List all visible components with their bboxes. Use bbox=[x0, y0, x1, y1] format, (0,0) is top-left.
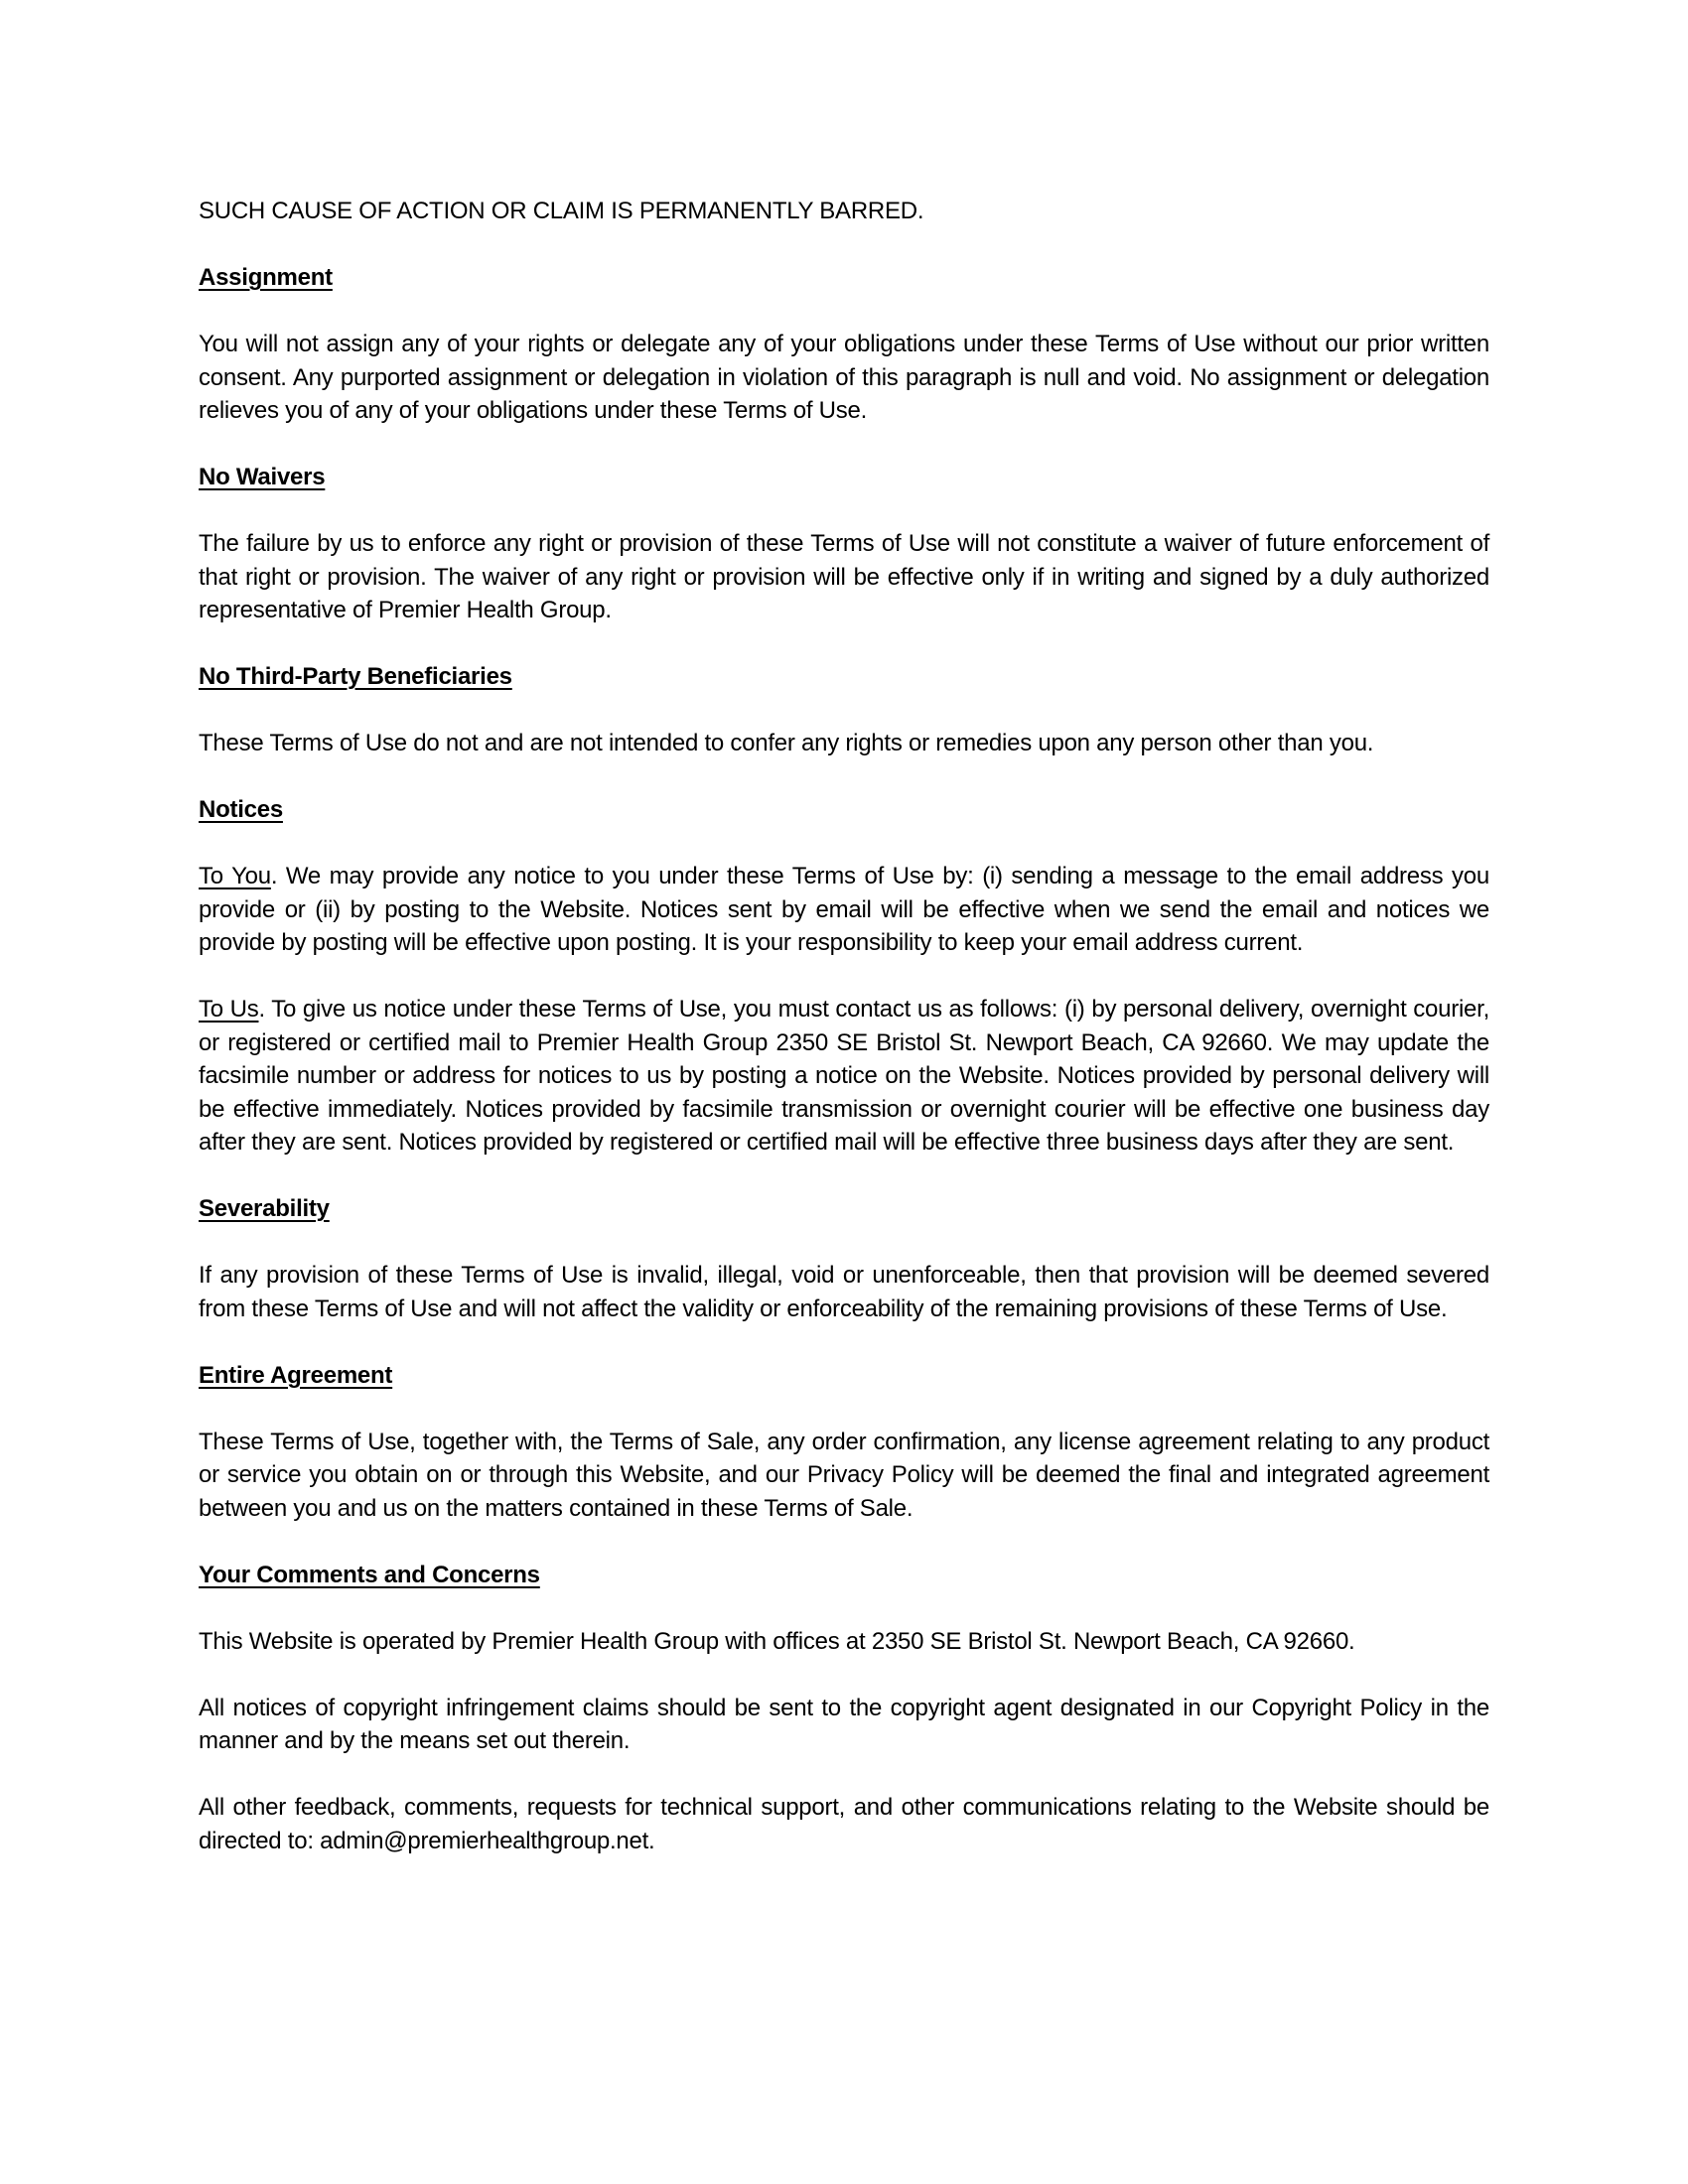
to-you-lead-in: To You bbox=[199, 863, 271, 889]
entire-agreement-paragraph: These Terms of Use, together with, the Terms of Sale, any order confirmation, any license agreement relating to any product or service you obtain on or through this Website, and our Privacy Policy will be deemed the final and integrated agreement between you and us on the matters contained in these Terms of Sale. bbox=[199, 1428, 1489, 1522]
section-heading-no-waivers: No Waivers bbox=[199, 464, 326, 490]
terms-of-use-document bbox=[199, 195, 1489, 1857]
section-heading-notices: Notices bbox=[199, 796, 283, 823]
assignment-paragraph: You will not assign any of your rights or delegate any of your obligations under these Terms of Use without our prior written consent. Any purported assignment or delegation in violation of this paragraph is null and void. No assignment or delegation relieves you of any of your obligations under these Terms of Use. bbox=[199, 331, 1489, 424]
to-you-paragraph-text: . We may provide any notice to you under these Terms of Use by: (i) sending a message to the email address you provide or (ii) by posting to the Website. Notices sent by email will be effective when we send the email and notices we provide by posting will be effective upon posting. It is your responsibility to keep your email address current. bbox=[199, 863, 1489, 956]
notices-to-us-paragraph bbox=[199, 993, 1489, 1160]
to-us-lead-in: To Us bbox=[199, 996, 259, 1023]
copyright-notices-paragraph: All notices of copyright infringement claims should be sent to the copyright agent designated in our Copyright Policy in the manner and by the means set out therein. bbox=[199, 1694, 1489, 1754]
section-heading-no-third-party-beneficiaries: No Third-Party Beneficiaries bbox=[199, 663, 512, 690]
notices-to-you-paragraph bbox=[199, 860, 1489, 960]
section-heading-severability: Severability bbox=[199, 1195, 330, 1222]
to-us-paragraph-text: . To give us notice under these Terms of Use, you must contact us as follows: (i) by personal delivery, overnight courier, or registered or certified mail to Premier Health Group 2350 SE Bristol St. Newport Beach, CA 92660. We may update the facsimile number or address for notices to us by posting a notice on the Website. Notices provided by personal delivery will be effective immediately. Notices provided by facsimile transmission or overnight courier will be effective one business day after they are sent. Notices provided by registered or certified mail will be effective three business days after they are sent. bbox=[199, 996, 1489, 1156]
section-heading-your-comments-and-concerns: Your Comments and Concerns bbox=[199, 1561, 540, 1588]
feedback-contact-paragraph: All other feedback, comments, requests for technical support, and other communications relating to the Website should be directed to: admin@premierhealthgroup.net. bbox=[199, 1794, 1489, 1854]
section-heading-entire-agreement: Entire Agreement bbox=[199, 1361, 393, 1389]
no-third-party-beneficiaries-paragraph: These Terms of Use do not and are not intended to confer any rights or remedies upon any person other than you. bbox=[199, 730, 1374, 756]
no-waivers-paragraph: The failure by us to enforce any right or provision of these Terms of Use will not constitute a waiver of future enforcement of that right or provision. The waiver of any right or provision will be effective only if in writing and signed by a duly authorized representative of Premier Health Group. bbox=[199, 530, 1489, 623]
intro-line: SUCH CAUSE OF ACTION OR CLAIM IS PERMANENTLY BARRED. bbox=[199, 198, 924, 224]
website-operator-paragraph: This Website is operated by Premier Health Group with offices at 2350 SE Bristol St. Newport Beach, CA 92660. bbox=[199, 1627, 1355, 1655]
section-heading-assignment: Assignment bbox=[199, 264, 333, 291]
severability-paragraph: If any provision of these Terms of Use is invalid, illegal, void or unenforceable, then that provision will be deemed severed from these Terms of Use and will not affect the validity or enforceability of the remaining provisions of these Terms of Use. bbox=[199, 1262, 1489, 1322]
